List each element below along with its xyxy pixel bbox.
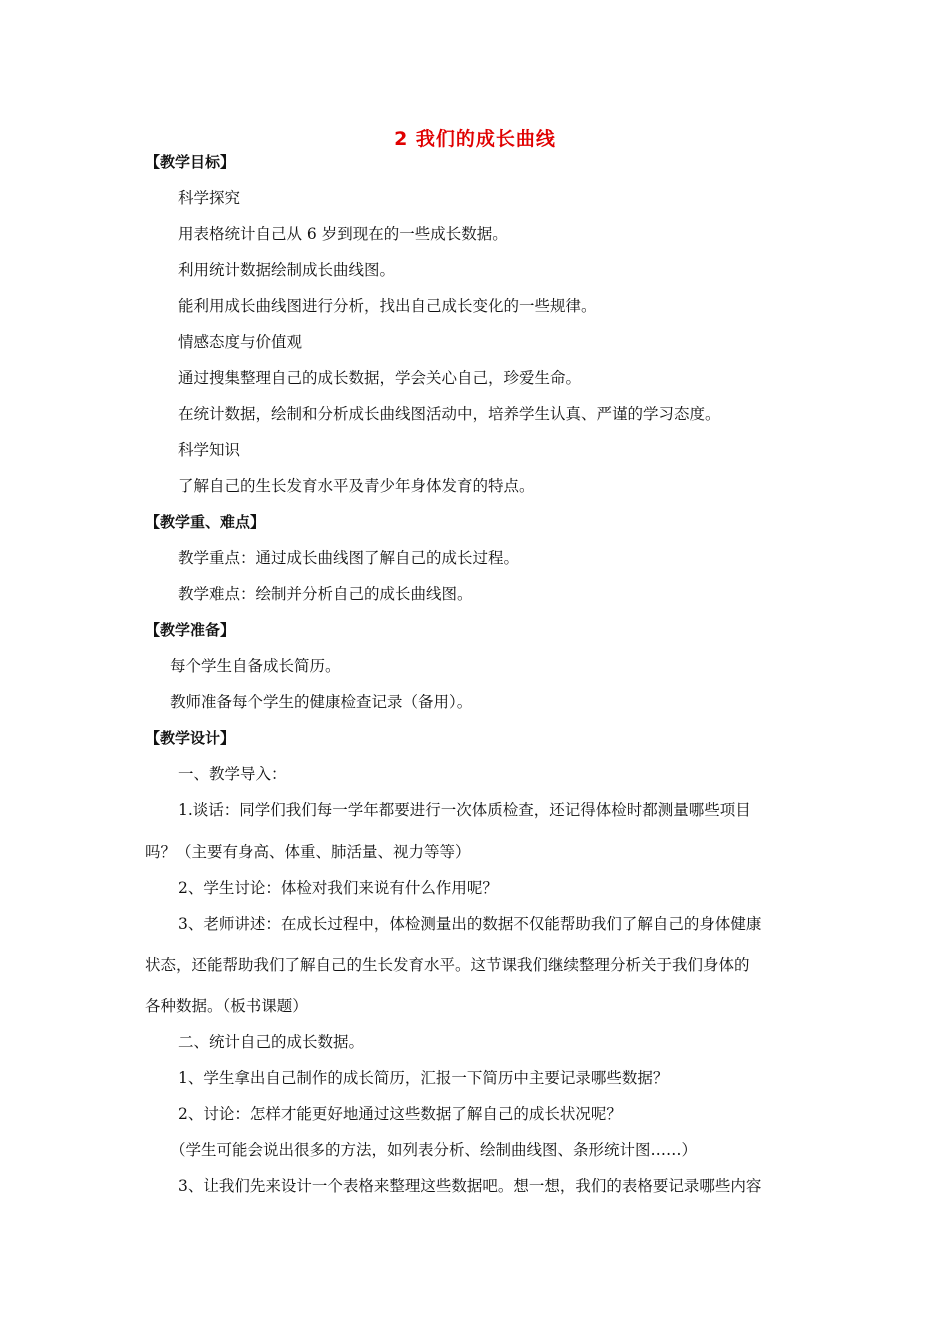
subheading-attitude-values: 情感态度与价值观 bbox=[178, 333, 303, 351]
paragraph: 1.谈话：同学们我们每一学年都要进行一次体质检查，还记得体检时都测量哪些项目 bbox=[178, 801, 751, 819]
paragraph: 3、老师讲述：在成长过程中，体检测量出的数据不仅能帮助我们了解自己的身体健康 bbox=[178, 915, 762, 933]
paragraph: 教学重点：通过成长曲线图了解自己的成长过程。 bbox=[178, 549, 520, 567]
section-heading-preparation: 【教学准备】 bbox=[145, 621, 236, 639]
subheading-science-knowledge: 科学知识 bbox=[178, 441, 241, 459]
paragraph: 教学难点：绘制并分析自己的成长曲线图。 bbox=[178, 585, 473, 603]
paragraph: 教师准备每个学生的健康检查记录（备用）。 bbox=[170, 693, 473, 711]
paragraph-continuation: 吗？（主要有身高、体重、肺活量、视力等等） bbox=[145, 843, 471, 861]
subheading-statistics: 二、统计自己的成长数据。 bbox=[178, 1033, 365, 1051]
paragraph: 2、讨论：怎样才能更好地通过这些数据了解自己的成长状况呢？ bbox=[178, 1105, 622, 1123]
paragraph: 能利用成长曲线图进行分析，找出自己成长变化的一些规律。 bbox=[178, 297, 597, 315]
paragraph: （学生可能会说出很多的方法，如列表分析、绘制曲线图、条形统计图……） bbox=[170, 1141, 698, 1159]
subheading-introduction: 一、教学导入： bbox=[178, 765, 287, 783]
paragraph: 在统计数据，绘制和分析成长曲线图活动中，培养学生认真、严谨的学习态度。 bbox=[178, 405, 721, 423]
document-title: 2 我们的成长曲线 bbox=[394, 128, 556, 150]
paragraph-continuation: 状态，还能帮助我们了解自己的生长发育水平。这节课我们继续整理分析关于我们身体的 bbox=[145, 956, 750, 974]
paragraph: 用表格统计自己从 6 岁到现在的一些成长数据。 bbox=[178, 225, 508, 243]
section-heading-objectives: 【教学目标】 bbox=[145, 153, 236, 171]
paragraph: 2、学生讨论：体检对我们来说有什么作用呢？ bbox=[178, 879, 498, 897]
paragraph: 利用统计数据绘制成长曲线图。 bbox=[178, 261, 396, 279]
subheading-science-inquiry: 科学探究 bbox=[178, 189, 241, 207]
paragraph: 每个学生自备成长简历。 bbox=[170, 657, 341, 675]
paragraph: 1、学生拿出自己制作的成长简历，汇报一下简历中主要记录哪些数据？ bbox=[178, 1069, 669, 1087]
paragraph: 通过搜集整理自己的成长数据，学会关心自己，珍爱生命。 bbox=[178, 369, 582, 387]
paragraph: 了解自己的生长发育水平及青少年身体发育的特点。 bbox=[178, 477, 535, 495]
section-heading-key-points: 【教学重、难点】 bbox=[145, 513, 266, 531]
paragraph: 3、让我们先来设计一个表格来整理这些数据吧。想一想，我们的表格要记录哪些内容 bbox=[178, 1177, 762, 1195]
section-heading-design: 【教学设计】 bbox=[145, 729, 236, 747]
paragraph-continuation: 各种数据。（板书课题） bbox=[145, 997, 308, 1015]
